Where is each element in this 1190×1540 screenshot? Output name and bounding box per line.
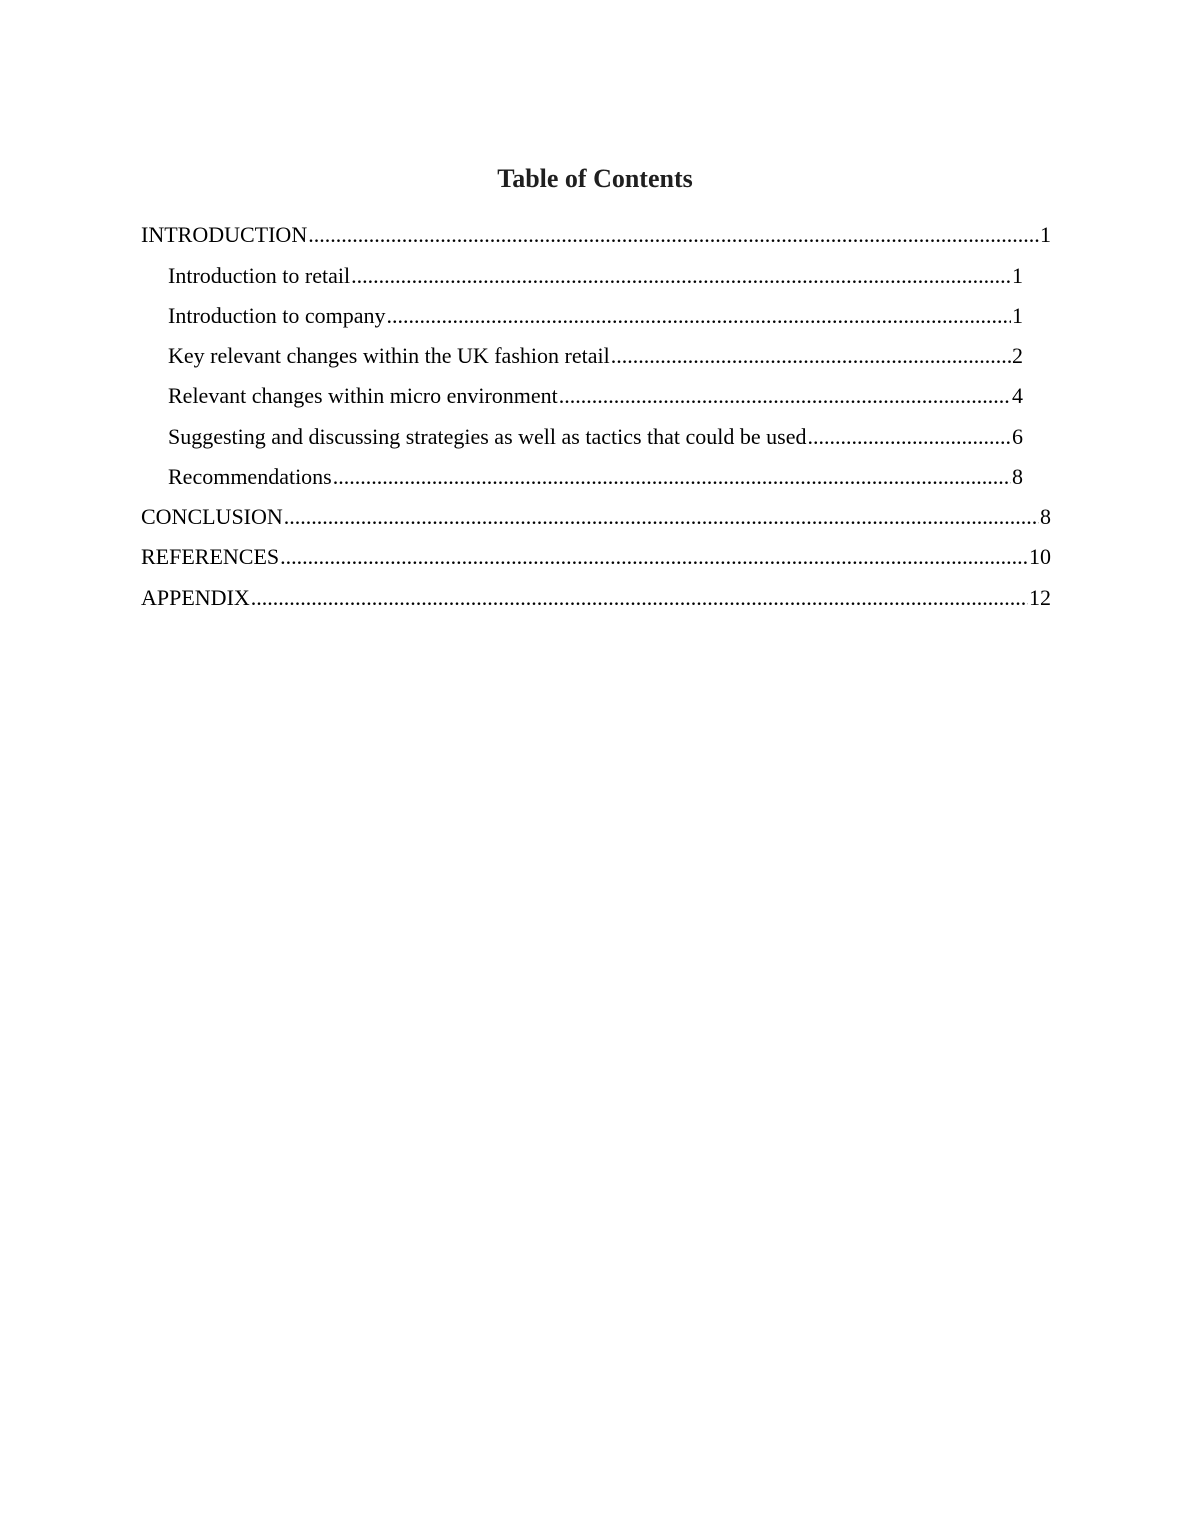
toc-entry-recommendations[interactable] (168, 462, 1023, 492)
toc-entry-label: Suggesting and discussing strategies as well as tactics that could be used (168, 424, 807, 449)
toc-entry-label: CONCLUSION (141, 504, 283, 529)
toc-entry-label: Key relevant changes within the UK fashion retail (168, 343, 610, 368)
toc-entry-label: Introduction to company (168, 303, 386, 328)
toc-title: Table of Contents (497, 164, 693, 193)
toc-entry-label: Relevant changes within micro environment (168, 383, 558, 408)
toc-dot-leader (280, 542, 1028, 572)
toc-entry-label: REFERENCES (141, 544, 280, 569)
toc-entry-strategies-tactics[interactable] (168, 422, 1023, 452)
toc-entry-introduction-to-retail[interactable] (168, 261, 1023, 291)
toc-page-number: 1 (1012, 303, 1023, 328)
toc-entry-conclusion[interactable] (141, 502, 1051, 532)
toc-entry-label: INTRODUCTION (141, 222, 308, 247)
toc-entry-label: Recommendations (168, 464, 332, 489)
toc-dot-leader (611, 341, 1011, 371)
toc-entry-introduction[interactable] (141, 220, 1051, 250)
toc-dot-leader (387, 301, 1011, 331)
toc-page-number: 2 (1012, 343, 1023, 368)
toc-dot-leader (251, 583, 1028, 613)
toc-dot-leader (284, 502, 1039, 532)
toc-entry-introduction-to-company[interactable] (168, 301, 1023, 331)
toc-entry-appendix[interactable] (141, 583, 1051, 613)
toc-page-number: 1 (1040, 222, 1051, 247)
toc-dot-leader (333, 462, 1011, 492)
toc-dot-leader (559, 381, 1011, 411)
toc-entry-label: APPENDIX (141, 585, 250, 610)
toc-entry-micro-environment[interactable] (168, 381, 1023, 411)
toc-dot-leader (807, 422, 1011, 452)
toc-entry-label: Introduction to retail (168, 263, 351, 288)
toc-page-number: 8 (1040, 504, 1051, 529)
toc-page-number: 1 (1012, 263, 1023, 288)
toc-page-number: 4 (1012, 383, 1023, 408)
toc-entry-key-relevant-changes[interactable] (168, 341, 1023, 371)
toc-dot-leader (308, 220, 1039, 250)
toc-page-number: 8 (1012, 464, 1023, 489)
toc-entry-references[interactable] (141, 542, 1051, 572)
toc-dot-leader (351, 261, 1011, 291)
toc-page-number: 10 (1029, 544, 1051, 569)
toc-page-number: 6 (1012, 424, 1023, 449)
toc-page-number: 12 (1029, 585, 1051, 610)
